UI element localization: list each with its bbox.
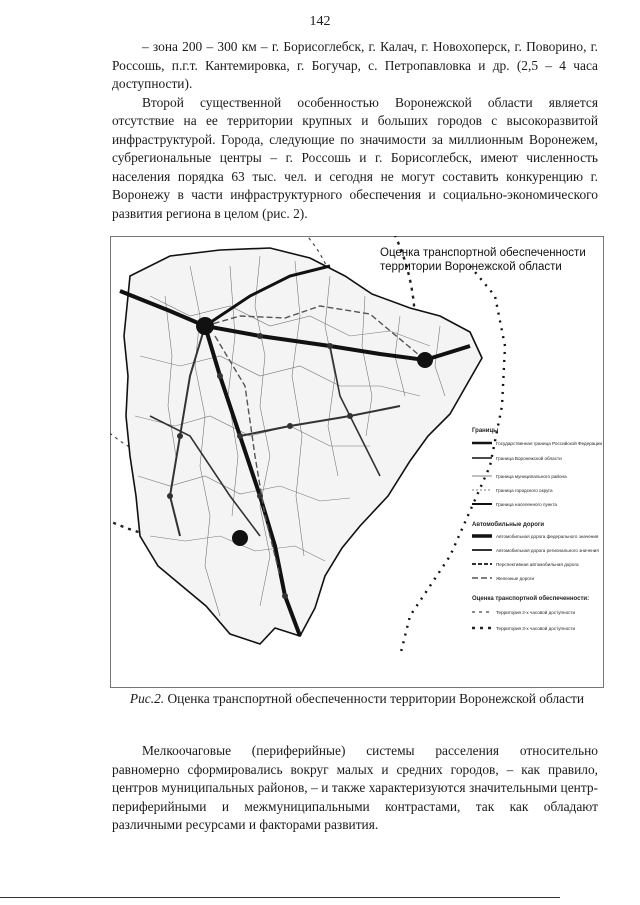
- legend-border-0: Государственная граница Российской Федерации: [496, 441, 603, 446]
- figure-caption: [110, 690, 604, 708]
- legend-border-3: Граница городского округа: [496, 488, 553, 493]
- transport-map-figure: [110, 236, 604, 688]
- center-rossosh: [232, 530, 248, 546]
- legend-border-1: Граница Воронежской области: [496, 456, 562, 461]
- map-title-line2: территории Воронежской области: [380, 261, 562, 273]
- page-number: 142: [309, 14, 331, 29]
- legend-section-rating: Оценка транспортной обеспеченности:: [472, 596, 590, 602]
- legend-rating-0: Территория 2-х часовой доступности: [496, 610, 576, 615]
- legend-road-0: Автомобильная дорога федерального значения: [496, 534, 599, 539]
- page-footer-rule: [0, 897, 560, 898]
- map-title-line1: Оценка транспортной обеспеченности: [380, 247, 586, 259]
- legend-section-roads: Автомобильные дороги: [472, 522, 545, 528]
- caption-text: Оценка транспортной обеспеченности территории Воронежской области: [164, 691, 585, 706]
- paragraph-small-settlements: Мелкоочаговые (периферийные) системы расселения относительно равномерно сформировались вокруг малых и средних городов, – как правило, центров муниципальных районов, – и также характеризуются значительными центр-периферийными и межмуниципальными контрастами, так как обладают различными ресурсами и факторами развития.: [112, 743, 598, 832]
- caption-label: Рис.2.: [129, 691, 165, 706]
- paragraph-second-feature: Второй существенной особенностью Воронежской области является отсутствие на ее территории крупных и больших городов с высокоразвитой инфраструктурой. Города, следующие по значимости за миллионным Воронежем, субрегиональные центры – г. Россошь и г. Борисоглебск, имеют численность населения порядка 63 тыс. чел. и сегодня не могут составить конкуренцию г. Воронежу в части инфраструктурного обеспечения и социально-экономического развития региона в целом (рис. 2).: [112, 94, 598, 221]
- map-legend: [472, 428, 602, 631]
- legend-border-2: Граница муниципального района: [496, 474, 567, 479]
- paragraph-zone-list: – зона 200 – 300 км – г. Борисоглебск, г. Калач, г. Новохоперск, г. Поворино, г. Россошь, п.г.т. Кантемировка, г. Богучар, с. Петропавловка и др. (2,5 – 4 часа доступности).: [112, 39, 598, 91]
- legend-border-4: Граница населенного пункта: [496, 502, 557, 507]
- legend-rating-1: Территория 3-х часовой доступности: [496, 626, 576, 631]
- body-text-top: [112, 38, 598, 223]
- legend-section-borders: Границы: [472, 428, 499, 434]
- center-borisoglebsk: [417, 352, 433, 368]
- region-map: [110, 236, 604, 688]
- legend-road-3: Железные дороги: [496, 576, 535, 581]
- body-text-bottom: [112, 742, 598, 835]
- center-voronezh: [196, 317, 214, 335]
- legend-road-1: Автомобильная дорога регионального значения: [496, 548, 599, 553]
- legend-road-2: Перспективная автомобильная дорога: [496, 562, 579, 567]
